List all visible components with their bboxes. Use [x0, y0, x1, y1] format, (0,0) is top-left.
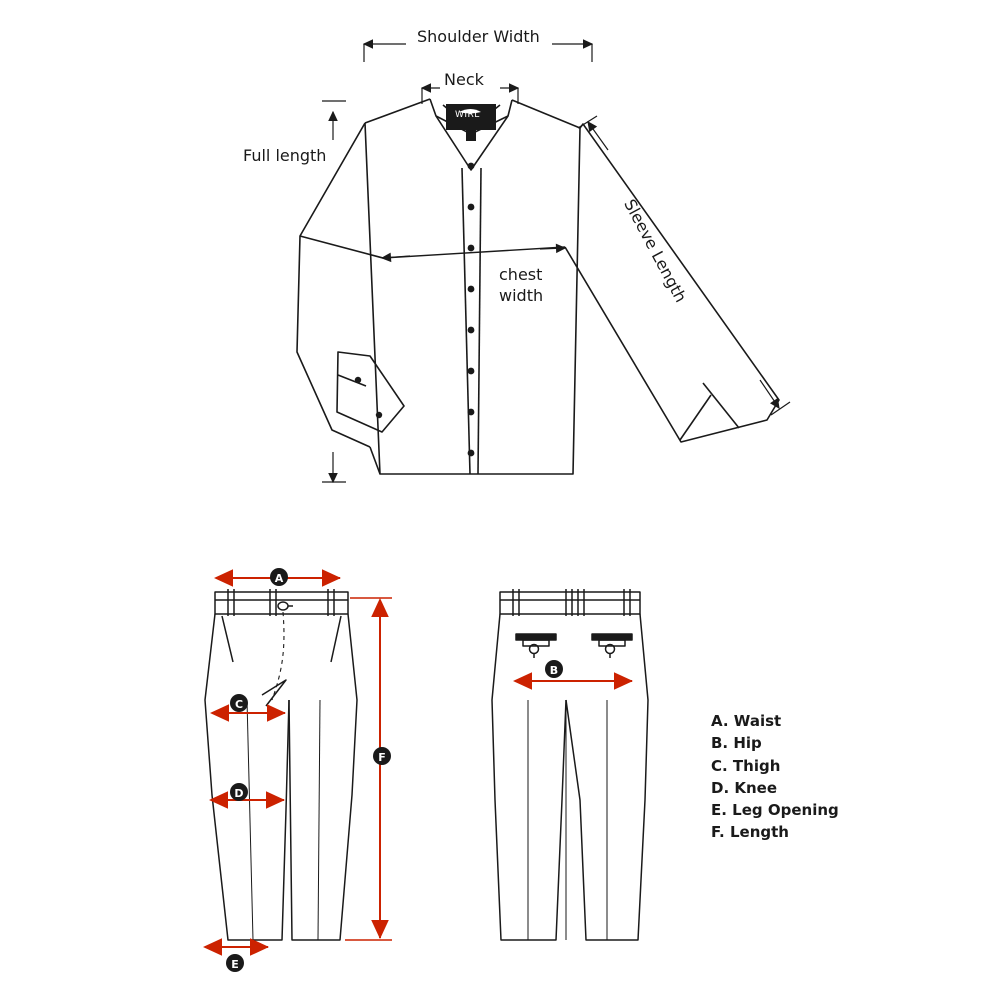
legend-item-hip: B. Hip — [711, 734, 762, 753]
pants-front-illustration — [205, 589, 357, 940]
chest-width-label-line2: width — [499, 286, 544, 305]
chest-width-label-line1: chest — [499, 265, 543, 284]
sleeve-length-label: Sleeve Length — [620, 196, 691, 306]
legend-item-waist: A. Waist — [711, 712, 782, 730]
marker-waist: A — [274, 572, 284, 585]
shoulder-width-label: Shoulder Width — [417, 27, 540, 46]
neck-label: Neck — [444, 70, 484, 89]
brand-tag-label: WIRL — [455, 110, 480, 120]
marker-knee: D — [234, 787, 244, 800]
marker-thigh: C — [234, 698, 244, 711]
neck-dimension — [422, 88, 518, 104]
pants-back-illustration — [492, 589, 648, 940]
pants-measure-markers — [226, 568, 563, 972]
marker-length: F — [378, 751, 386, 764]
legend-item-length: F. Length — [711, 823, 789, 842]
marker-leg-opening: E — [231, 958, 239, 971]
legend-item-knee: D. Knee — [711, 778, 778, 797]
legend-item-thigh: C. Thigh — [711, 756, 781, 775]
shoulder-width-dimension — [364, 44, 592, 62]
pants-dimension-arrows — [205, 578, 632, 947]
legend-item-leg-opening: E. Leg Opening — [711, 801, 839, 820]
full-length-label: Full length — [243, 146, 327, 165]
measurement-legend — [711, 710, 839, 844]
marker-hip: B — [549, 664, 559, 677]
